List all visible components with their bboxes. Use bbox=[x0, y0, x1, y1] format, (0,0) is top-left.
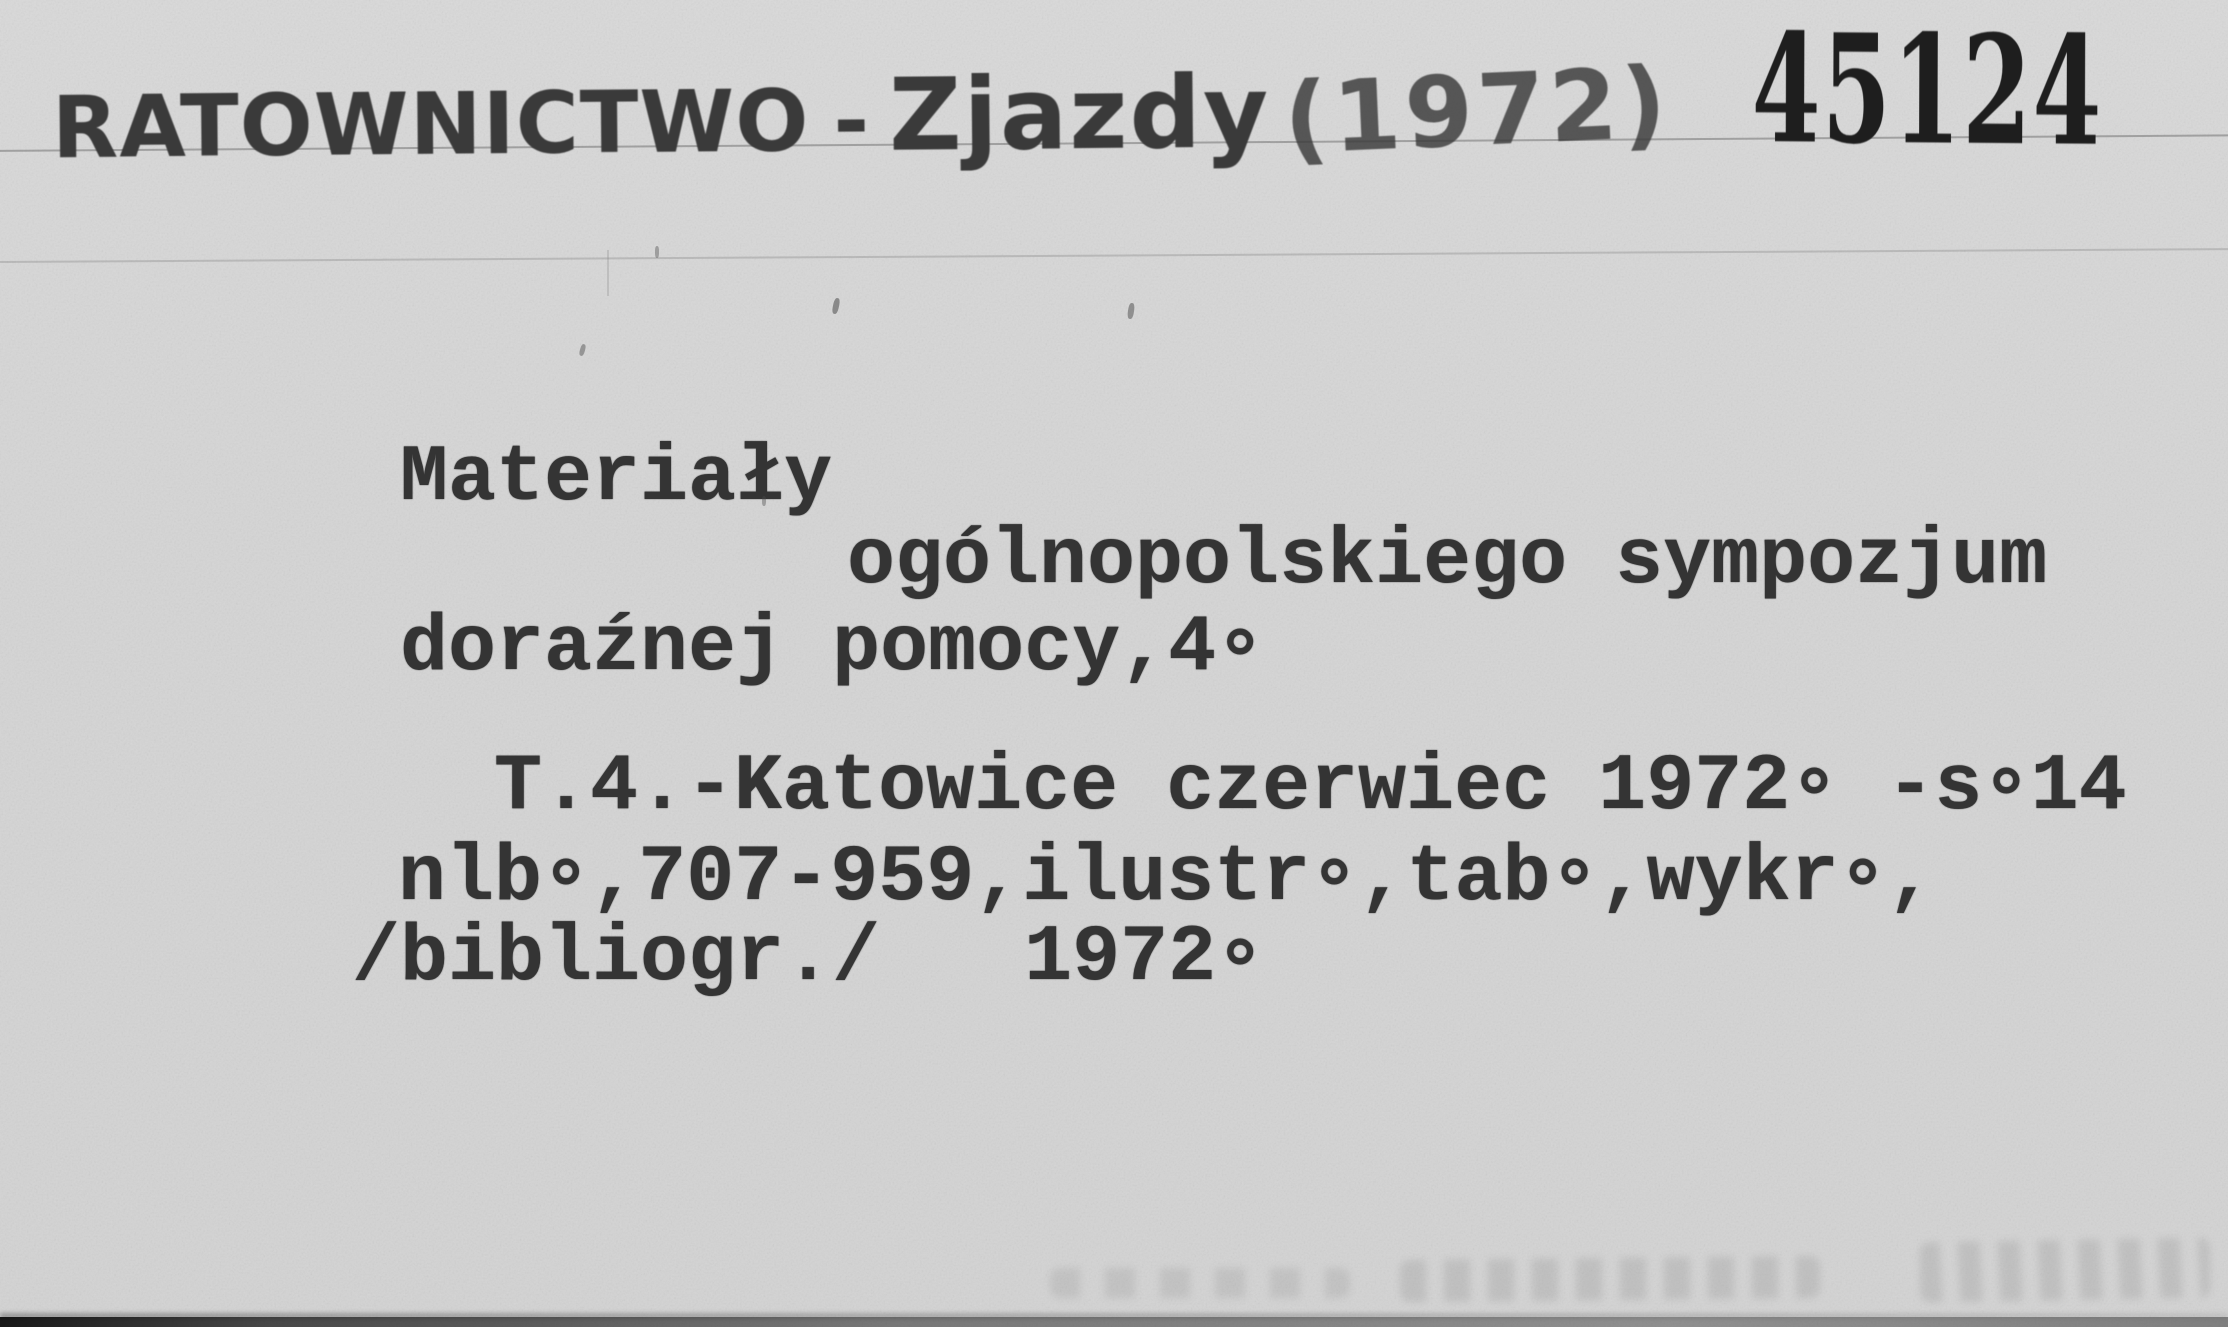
title-line-1: Materiały bbox=[400, 433, 833, 524]
title-line-2: ogólnopolskiego sympozjum bbox=[847, 516, 2048, 607]
ink-speck bbox=[831, 298, 840, 315]
ink-speck bbox=[762, 496, 766, 506]
ink-speck bbox=[655, 246, 659, 258]
ruled-line-second bbox=[0, 248, 2228, 263]
catalog-number-stamp: 45124 bbox=[1751, 1, 2104, 180]
scratch-mark bbox=[607, 250, 609, 296]
subject-heading-subdivision: Zjazdy bbox=[888, 53, 1271, 174]
subject-heading-dash: - bbox=[832, 70, 870, 172]
subject-heading-year: (1972) bbox=[1281, 46, 1673, 177]
subject-heading bbox=[51, 46, 1673, 208]
bleed-through-smudge bbox=[1400, 1256, 1820, 1302]
ink-speck bbox=[1127, 303, 1135, 320]
imprint-line-3: /bibliogr./ 1972∘ bbox=[352, 913, 1265, 1004]
imprint-line-2: nlb∘,707-959,ilustr∘,tab∘,wykr∘, bbox=[398, 833, 1935, 924]
scan-edge bbox=[0, 1317, 2228, 1327]
title-line-3: doraźnej pomocy,4∘ bbox=[400, 603, 1265, 694]
bleed-through-smudge bbox=[1050, 1268, 1350, 1298]
subject-heading-main: RATOWNICTWO bbox=[51, 71, 810, 179]
bleed-through-smudge bbox=[1919, 1237, 2210, 1302]
ink-speck bbox=[579, 344, 587, 357]
imprint-line-1: T.4.-Katowice czerwiec 1972∘ -s∘14 bbox=[494, 742, 2127, 833]
